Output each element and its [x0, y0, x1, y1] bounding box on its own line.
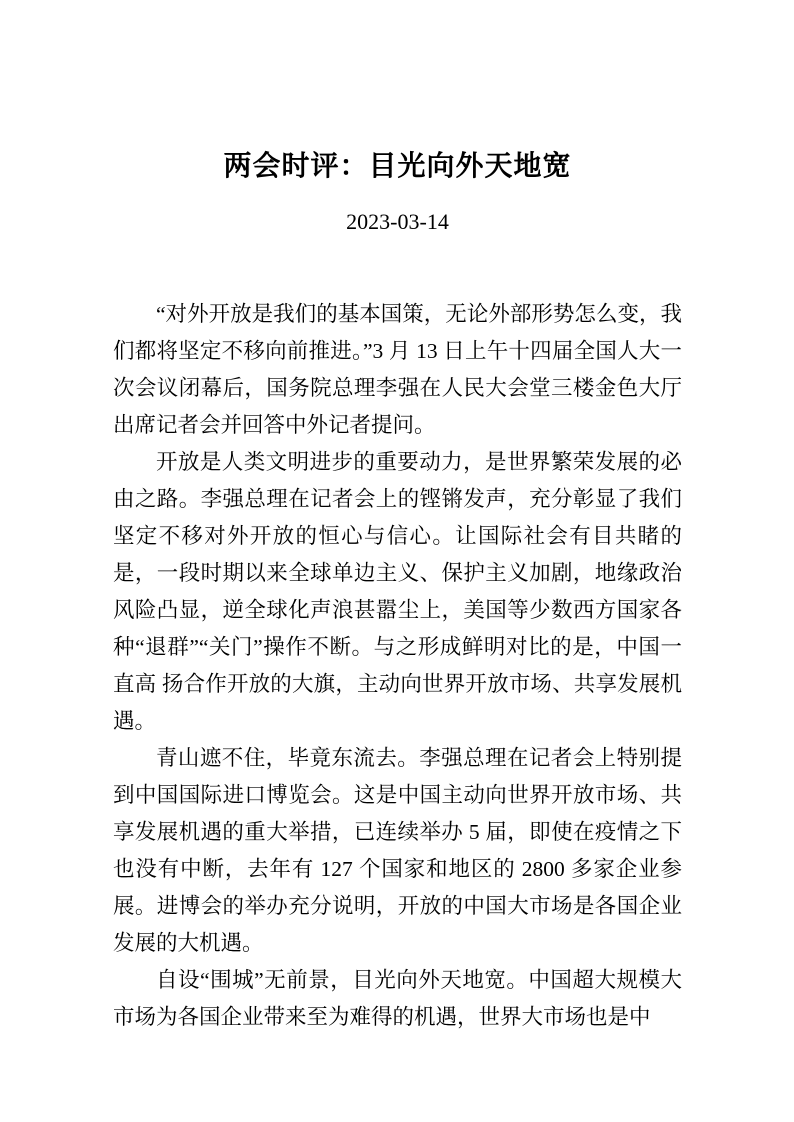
document-body	[113, 296, 682, 1036]
paragraph-4: 自设“围城”无前景，目光向外天地宽。中国超大规模大市场为各国企业带来至为难得的机遇，世界大市场也是中	[113, 968, 682, 1029]
document-title: 两会时评：目光向外天地宽	[223, 151, 572, 182]
paragraph-3: 青山遮不住，毕竟东流去。李强总理在记者会上特别提到中国国际进口博览会。这是中国主动向世界开放市场、共享发展机遇的重大举措，已连续举办 5 届，即使在疫情之下也没有中断，去年有 127 个国家和地区的 2800 多家企业参展。进博会的举办充分说明，开放的中国大市场是各国企业发展的大机遇。	[113, 746, 682, 955]
paragraph-1: “对外开放是我们的基本国策，无论外部形势怎么变，我们都将坚定不移向前推进。”3 月 13 日上午十四届全国人大一次会议闭幕后，国务院总理李强在人民大会堂三楼金色大厅出席记者会并回答中外记者提问。	[113, 302, 682, 437]
document-date: 2023-03-14	[346, 209, 449, 234]
document-content	[113, 148, 682, 1036]
paragraph-2: 开放是人类文明进步的重要动力，是世界繁荣发展的必由之路。李强总理在记者会上的铿锵发声，充分彰显了我们坚定不移对外开放的恒心与信心。让国际社会有目共睹的是，一段时期以来全球单边主义、保护主义加剧，地缘政治风险凸显，逆全球化声浪甚嚣尘上，美国等少数西方国家各种“退群”“关门”操作不断。与之形成鲜明对比的是，中国一直高 扬合作开放的大旗，主动向世界开放市场、共享发展机遇。	[113, 450, 682, 733]
